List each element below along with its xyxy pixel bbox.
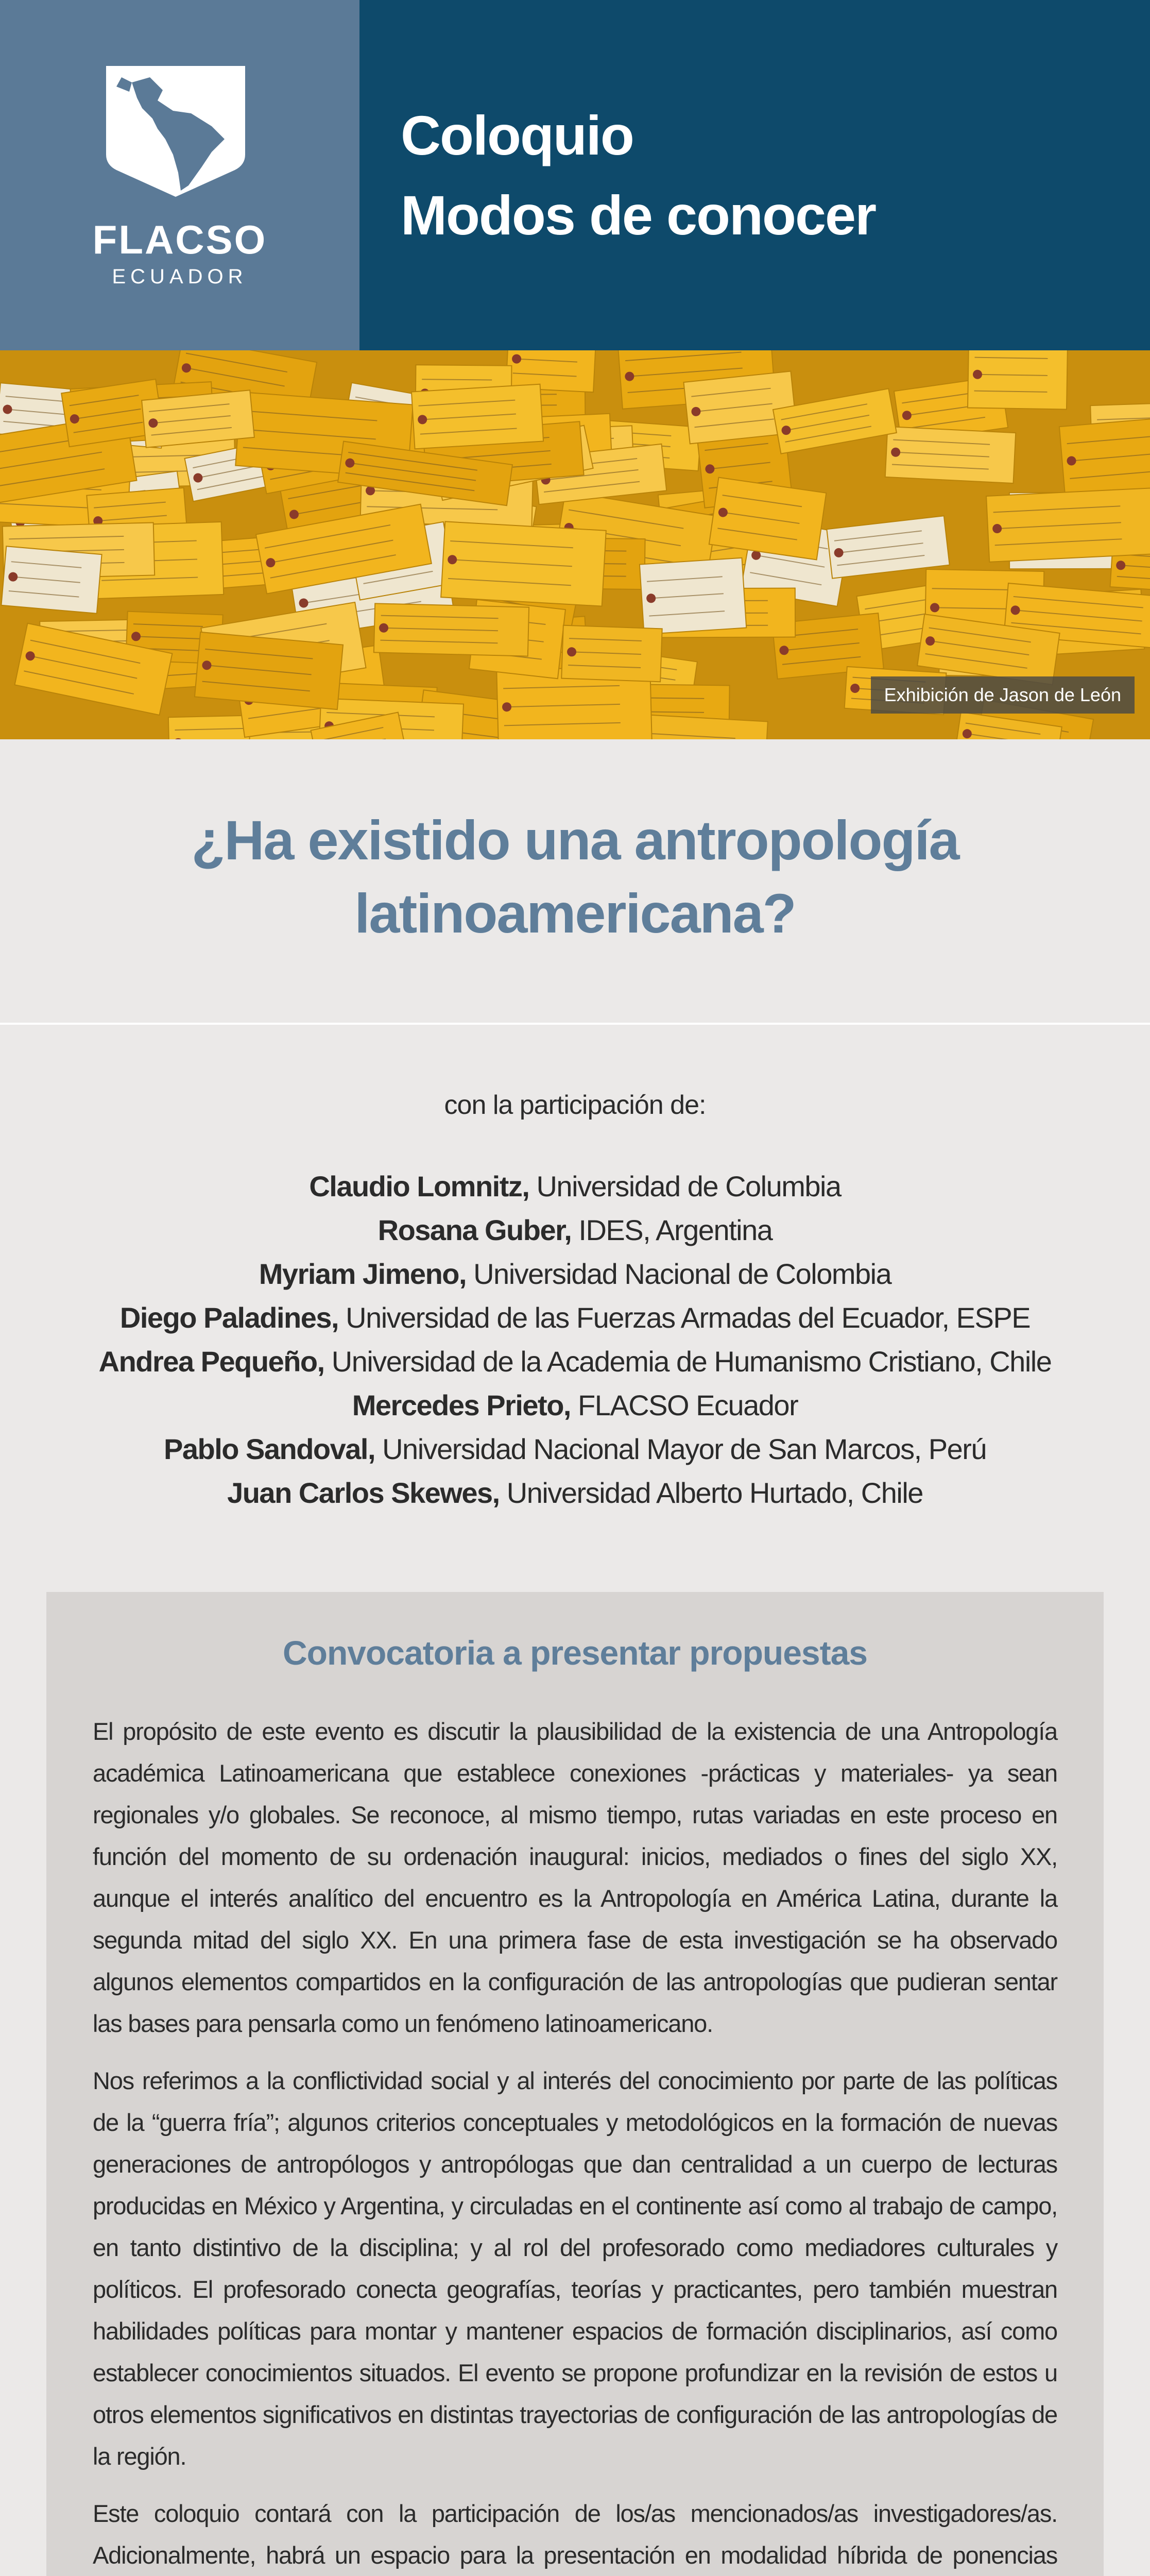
participant-name: Rosana Guber,: [377, 1214, 572, 1246]
photo-credit: Exhibición de Jason de León: [871, 676, 1135, 714]
participant-row: [0, 1471, 1150, 1515]
main-question: [0, 804, 1150, 950]
participant-affiliation: Universidad Nacional Mayor de San Marcos, Perú: [375, 1433, 987, 1465]
question-line2: latinoamericana?: [354, 882, 796, 944]
question-line1: ¿Ha existido una antropología: [191, 809, 959, 871]
tag-shape: [561, 625, 662, 682]
participant-row: [0, 1340, 1150, 1383]
participant-row: [0, 1164, 1150, 1208]
exhibition-photo: [0, 350, 1150, 739]
participant-name: Diego Paladines,: [119, 1301, 339, 1334]
participants-list: [0, 1164, 1150, 1515]
call-for-papers-box: [46, 1592, 1104, 2576]
section-divider: [0, 1023, 1150, 1025]
participant-name: Andrea Pequeño,: [98, 1345, 324, 1378]
tag-shape: [968, 350, 1068, 409]
participant-affiliation: Universidad de la Academia de Humanismo Cristiano, Chile: [324, 1345, 1052, 1378]
participant-affiliation: Universidad Alberto Hurtado, Chile: [499, 1477, 923, 1509]
tag-shape: [195, 632, 343, 709]
call-paragraph: Nos referimos a la conflictividad social y al interés del conocimiento por parte de las políticas de la “guerra fría”; algunos criterios conceptuales y metodológicos en la formación de nuevas generaciones de antropólogos y antropólogas que dan centralidad a un cuerpo de lecturas producidas en México y Argentina, y circuladas en el continente así como al trabajo de campo, en tanto distintivo de la disciplina; y al rol del profesorado como mediadores culturales y políticos. El profesorado conecta geografías, teorías y practicantes, pero también muestran habilidades políticas para montar y mantener espacios de formación disciplinarios, así como establecer conocimientos situados. El evento se propone profundizar en la revisión de estos u otros elementos significativos en distintas trayectorias de configuración de las antropologías de la región.: [93, 2067, 1057, 2470]
participant-name: Mercedes Prieto,: [352, 1389, 571, 1421]
participant-row: [0, 1252, 1150, 1296]
participant-affiliation: Universidad de Columbia: [529, 1170, 841, 1202]
participant-name: Claudio Lomnitz,: [309, 1170, 529, 1202]
participant-name: Myriam Jimeno,: [259, 1258, 467, 1290]
logo-flacso-text: FLACSO: [92, 217, 267, 262]
header: [0, 0, 1150, 350]
participant-row: [0, 1208, 1150, 1252]
tag-shape: [1, 546, 101, 613]
logo-country-text: ECUADOR: [112, 265, 248, 288]
tag-shape: [986, 488, 1150, 562]
call-title: Convocatoria a presentar propuestas: [282, 1634, 868, 1672]
call-paragraph: El propósito de este evento es discutir la plausibilidad de la existencia de una Antropología académica Latinoamericana que establece conexiones -prácticas y materiales- ya sean regionales y/o globales. Se reconoce, al mismo tiempo, rutas variadas en este proceso en función del momento de su ordenación inaugural: inicios, mediados o fines del siglo XX, aunque el interés analítico del encuentro es la Antropología en América Latina, durante la segunda mitad del siglo XX. En una primera fase de esta investigación se ha observado algunos elementos compartidos en la configuración de las antropologías que pudieran sentar las bases para pensarla como un fenómeno latinoamericano.: [93, 1718, 1057, 2037]
tag-shape: [885, 427, 1016, 483]
participant-row: [0, 1383, 1150, 1427]
event-title-block: [359, 0, 1150, 350]
participant-affiliation: Universidad de las Fuerzas Armadas del Ecuador, ESPE: [338, 1301, 1031, 1334]
tag-shape: [441, 521, 606, 606]
call-body: [93, 1710, 1057, 2576]
participant-row: [0, 1427, 1150, 1471]
tag-shape: [142, 390, 254, 447]
tag-shape: [411, 384, 543, 449]
event-title-line2: Modos de conocer: [401, 184, 876, 246]
participant-row: [0, 1296, 1150, 1340]
participant-name: Pablo Sandoval,: [163, 1433, 375, 1465]
call-paragraph: Este coloquio contará con la participación de los/as mencionados/as investigadores/as. Adicionalmente, habrá un espacio para la presentación en modalidad híbrida de ponencias: [93, 2500, 1057, 2569]
tag-shape: [374, 603, 529, 656]
participant-name: Juan Carlos Skewes,: [227, 1477, 500, 1509]
participant-affiliation: Universidad Nacional de Colombia: [466, 1258, 891, 1290]
participation-intro: con la participación de:: [444, 1090, 706, 1120]
latin-america-map-icon: [101, 62, 250, 201]
tag-shape: [640, 558, 746, 635]
event-title-line1: Coloquio: [401, 104, 633, 166]
flacso-logo: [0, 0, 359, 350]
participant-affiliation: FLACSO Ecuador: [570, 1389, 798, 1421]
participant-affiliation: IDES, Argentina: [571, 1214, 773, 1246]
